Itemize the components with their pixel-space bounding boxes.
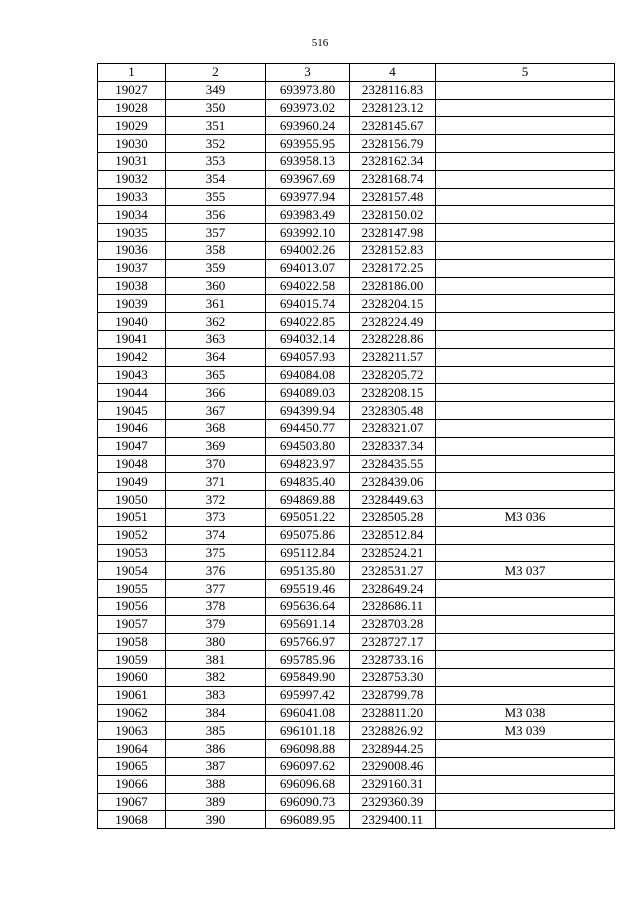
table-cell: 382 bbox=[166, 669, 266, 687]
table-cell: 368 bbox=[166, 419, 266, 437]
table-cell bbox=[436, 793, 615, 811]
table-cell: 19051 bbox=[98, 508, 166, 526]
table-cell: 694503.80 bbox=[266, 437, 350, 455]
table-cell: 2328944.25 bbox=[350, 740, 436, 758]
table-cell: 19054 bbox=[98, 562, 166, 580]
table-cell: 2328205.72 bbox=[350, 366, 436, 384]
table-row bbox=[98, 508, 615, 526]
table-cell: 352 bbox=[166, 135, 266, 153]
table-cell bbox=[436, 526, 615, 544]
table-cell: 695997.42 bbox=[266, 686, 350, 704]
table-cell: 696096.68 bbox=[266, 775, 350, 793]
table-cell: 695051.22 bbox=[266, 508, 350, 526]
table-cell bbox=[436, 241, 615, 259]
table-cell: 694057.93 bbox=[266, 348, 350, 366]
table-cell: 693960.24 bbox=[266, 117, 350, 135]
table-cell: 2328204.15 bbox=[350, 295, 436, 313]
table-cell: 693983.49 bbox=[266, 206, 350, 224]
table-cell: 2328186.00 bbox=[350, 277, 436, 295]
table-cell bbox=[436, 740, 615, 758]
table-cell: 349 bbox=[166, 81, 266, 99]
table-row bbox=[98, 224, 615, 242]
table-row bbox=[98, 544, 615, 562]
table-cell: 694022.58 bbox=[266, 277, 350, 295]
table-cell: 19028 bbox=[98, 99, 166, 117]
table-cell: 2328727.17 bbox=[350, 633, 436, 651]
table-cell: 374 bbox=[166, 526, 266, 544]
table-cell: 363 bbox=[166, 330, 266, 348]
table-row bbox=[98, 686, 615, 704]
table-cell bbox=[436, 437, 615, 455]
table-cell: 696089.95 bbox=[266, 811, 350, 829]
table-cell bbox=[436, 206, 615, 224]
table-cell: 694869.88 bbox=[266, 491, 350, 509]
table-cell: 694835.40 bbox=[266, 473, 350, 491]
table-cell: 19042 bbox=[98, 348, 166, 366]
table-body bbox=[98, 81, 615, 828]
table-cell: 378 bbox=[166, 597, 266, 615]
table-cell: 695075.86 bbox=[266, 526, 350, 544]
table-cell bbox=[436, 188, 615, 206]
table-cell: 19034 bbox=[98, 206, 166, 224]
table-row bbox=[98, 597, 615, 615]
table-cell: 19068 bbox=[98, 811, 166, 829]
table-row bbox=[98, 491, 615, 509]
table-cell bbox=[436, 686, 615, 704]
table-cell: 359 bbox=[166, 259, 266, 277]
table-cell: 19064 bbox=[98, 740, 166, 758]
table-cell: 19040 bbox=[98, 313, 166, 331]
table-cell: 356 bbox=[166, 206, 266, 224]
table-cell bbox=[436, 633, 615, 651]
table-row bbox=[98, 793, 615, 811]
table-cell bbox=[436, 259, 615, 277]
table-row bbox=[98, 455, 615, 473]
table-cell: 2328435.55 bbox=[350, 455, 436, 473]
table-cell bbox=[436, 544, 615, 562]
table-cell: 2328524.21 bbox=[350, 544, 436, 562]
table-cell: 695849.90 bbox=[266, 669, 350, 687]
column-header: 5 bbox=[436, 64, 615, 82]
table-cell: 694015.74 bbox=[266, 295, 350, 313]
table-cell: 19056 bbox=[98, 597, 166, 615]
table-cell: 2328156.79 bbox=[350, 135, 436, 153]
table-cell: 373 bbox=[166, 508, 266, 526]
table-cell: 2328157.48 bbox=[350, 188, 436, 206]
table-cell: 351 bbox=[166, 117, 266, 135]
table-cell: 380 bbox=[166, 633, 266, 651]
table-cell: 2328337.34 bbox=[350, 437, 436, 455]
table-cell: 2328649.24 bbox=[350, 580, 436, 598]
table-cell: 384 bbox=[166, 704, 266, 722]
table-cell: 353 bbox=[166, 152, 266, 170]
table-cell bbox=[436, 277, 615, 295]
table-cell bbox=[436, 81, 615, 99]
table-cell: 19057 bbox=[98, 615, 166, 633]
table-cell: 367 bbox=[166, 402, 266, 420]
table-row bbox=[98, 152, 615, 170]
table-cell: 377 bbox=[166, 580, 266, 598]
table-cell: 2328703.28 bbox=[350, 615, 436, 633]
table-cell: 2328123.12 bbox=[350, 99, 436, 117]
table-cell: 19053 bbox=[98, 544, 166, 562]
table-cell: 19055 bbox=[98, 580, 166, 598]
table-cell bbox=[436, 117, 615, 135]
table-row bbox=[98, 704, 615, 722]
table-cell: 2328439.06 bbox=[350, 473, 436, 491]
table-cell: 693955.95 bbox=[266, 135, 350, 153]
table-cell: 19044 bbox=[98, 384, 166, 402]
table-row bbox=[98, 419, 615, 437]
table-row bbox=[98, 384, 615, 402]
table-cell: 694089.03 bbox=[266, 384, 350, 402]
table-cell: 2329360.39 bbox=[350, 793, 436, 811]
table-cell bbox=[436, 473, 615, 491]
table-cell: 360 bbox=[166, 277, 266, 295]
table-cell: МЗ 039 bbox=[436, 722, 615, 740]
table-cell: 19032 bbox=[98, 170, 166, 188]
table-row bbox=[98, 313, 615, 331]
table-cell: 19029 bbox=[98, 117, 166, 135]
table-cell: 2329400.11 bbox=[350, 811, 436, 829]
table-cell: 2328116.83 bbox=[350, 81, 436, 99]
table-cell: 2328150.02 bbox=[350, 206, 436, 224]
table-row bbox=[98, 740, 615, 758]
table-cell bbox=[436, 615, 615, 633]
table-cell: 694032.14 bbox=[266, 330, 350, 348]
table-cell: 693973.02 bbox=[266, 99, 350, 117]
table-cell bbox=[436, 348, 615, 366]
table-cell: 2328531.27 bbox=[350, 562, 436, 580]
table-cell: 2328321.07 bbox=[350, 419, 436, 437]
table-cell: 358 bbox=[166, 241, 266, 259]
table-cell bbox=[436, 669, 615, 687]
table-cell: 2328172.25 bbox=[350, 259, 436, 277]
table-cell: 383 bbox=[166, 686, 266, 704]
table-row bbox=[98, 580, 615, 598]
table-cell: 694450.77 bbox=[266, 419, 350, 437]
table-cell: 19060 bbox=[98, 669, 166, 687]
table-cell: 19030 bbox=[98, 135, 166, 153]
table-row bbox=[98, 437, 615, 455]
table-cell bbox=[436, 295, 615, 313]
table-cell: 694399.94 bbox=[266, 402, 350, 420]
table-cell: 364 bbox=[166, 348, 266, 366]
table-row bbox=[98, 99, 615, 117]
table-row bbox=[98, 775, 615, 793]
table-row bbox=[98, 633, 615, 651]
table-cell bbox=[436, 651, 615, 669]
table-cell: 2328686.11 bbox=[350, 597, 436, 615]
table-cell bbox=[436, 597, 615, 615]
table-cell: 2328512.84 bbox=[350, 526, 436, 544]
table-row bbox=[98, 473, 615, 491]
table-row bbox=[98, 562, 615, 580]
table-cell: 693992.10 bbox=[266, 224, 350, 242]
table-cell: 2328152.83 bbox=[350, 241, 436, 259]
table-row bbox=[98, 330, 615, 348]
table-cell: 695766.97 bbox=[266, 633, 350, 651]
table-row bbox=[98, 241, 615, 259]
table-cell bbox=[436, 330, 615, 348]
table-cell: 19048 bbox=[98, 455, 166, 473]
table-cell: 19059 bbox=[98, 651, 166, 669]
table-cell: 693967.69 bbox=[266, 170, 350, 188]
table-cell: 2328826.92 bbox=[350, 722, 436, 740]
table-cell bbox=[436, 775, 615, 793]
table-cell bbox=[436, 152, 615, 170]
table-cell: 19049 bbox=[98, 473, 166, 491]
table-cell bbox=[436, 366, 615, 384]
table-row bbox=[98, 259, 615, 277]
table-cell: 366 bbox=[166, 384, 266, 402]
table-row bbox=[98, 206, 615, 224]
table-cell: 19039 bbox=[98, 295, 166, 313]
table-cell: 19037 bbox=[98, 259, 166, 277]
table-cell: 369 bbox=[166, 437, 266, 455]
table-cell: 696041.08 bbox=[266, 704, 350, 722]
table-cell: 357 bbox=[166, 224, 266, 242]
column-header: 4 bbox=[350, 64, 436, 82]
table-cell: 695519.46 bbox=[266, 580, 350, 598]
table-cell: 693958.13 bbox=[266, 152, 350, 170]
table-cell: 19061 bbox=[98, 686, 166, 704]
table-cell: 19046 bbox=[98, 419, 166, 437]
table-cell: 2328211.57 bbox=[350, 348, 436, 366]
table-cell: 2328228.86 bbox=[350, 330, 436, 348]
table-cell: 19052 bbox=[98, 526, 166, 544]
table-row bbox=[98, 402, 615, 420]
table-row bbox=[98, 188, 615, 206]
table-cell: 385 bbox=[166, 722, 266, 740]
table-cell bbox=[436, 491, 615, 509]
table-cell: 19058 bbox=[98, 633, 166, 651]
table-cell: 19035 bbox=[98, 224, 166, 242]
table-cell: 388 bbox=[166, 775, 266, 793]
table-cell: 19067 bbox=[98, 793, 166, 811]
table-cell: 371 bbox=[166, 473, 266, 491]
column-header: 1 bbox=[98, 64, 166, 82]
table-row bbox=[98, 811, 615, 829]
table-cell: 2328145.67 bbox=[350, 117, 436, 135]
table-cell: 376 bbox=[166, 562, 266, 580]
table-cell: 2328305.48 bbox=[350, 402, 436, 420]
table-cell: 370 bbox=[166, 455, 266, 473]
table-row bbox=[98, 722, 615, 740]
table-cell: 390 bbox=[166, 811, 266, 829]
table-cell: 694022.85 bbox=[266, 313, 350, 331]
page-number: 516 bbox=[311, 37, 329, 49]
table-row bbox=[98, 135, 615, 153]
table-cell bbox=[436, 313, 615, 331]
table-cell: 387 bbox=[166, 758, 266, 776]
table-row bbox=[98, 277, 615, 295]
table-cell: 350 bbox=[166, 99, 266, 117]
table-row bbox=[98, 669, 615, 687]
table-cell: 19038 bbox=[98, 277, 166, 295]
table-cell: 354 bbox=[166, 170, 266, 188]
table-cell: 2328208.15 bbox=[350, 384, 436, 402]
table-cell: МЗ 036 bbox=[436, 508, 615, 526]
table-cell: 19045 bbox=[98, 402, 166, 420]
table-cell: 694002.26 bbox=[266, 241, 350, 259]
table-cell: МЗ 038 bbox=[436, 704, 615, 722]
table-cell: 372 bbox=[166, 491, 266, 509]
table-row bbox=[98, 758, 615, 776]
table-cell bbox=[436, 580, 615, 598]
table-cell: 696098.88 bbox=[266, 740, 350, 758]
table-cell: 355 bbox=[166, 188, 266, 206]
table-row bbox=[98, 366, 615, 384]
table-cell: 19043 bbox=[98, 366, 166, 384]
table-cell: 389 bbox=[166, 793, 266, 811]
table-cell bbox=[436, 455, 615, 473]
table-cell: 2328505.28 bbox=[350, 508, 436, 526]
table-cell: 2328811.20 bbox=[350, 704, 436, 722]
table-cell: 2328168.74 bbox=[350, 170, 436, 188]
table-cell: 2328162.34 bbox=[350, 152, 436, 170]
column-header: 2 bbox=[166, 64, 266, 82]
table-cell bbox=[436, 384, 615, 402]
table-cell: 19031 bbox=[98, 152, 166, 170]
table-cell: 2329008.46 bbox=[350, 758, 436, 776]
table-row bbox=[98, 526, 615, 544]
table-cell: 365 bbox=[166, 366, 266, 384]
table-cell: 2328733.16 bbox=[350, 651, 436, 669]
table-cell: 2328224.49 bbox=[350, 313, 436, 331]
table-cell: 361 bbox=[166, 295, 266, 313]
table-cell bbox=[436, 99, 615, 117]
table-cell: 695135.80 bbox=[266, 562, 350, 580]
table-cell bbox=[436, 419, 615, 437]
table-cell: 695636.64 bbox=[266, 597, 350, 615]
table-cell bbox=[436, 758, 615, 776]
table-cell: 19027 bbox=[98, 81, 166, 99]
table-cell: 19047 bbox=[98, 437, 166, 455]
table-cell: МЗ 037 bbox=[436, 562, 615, 580]
table-row bbox=[98, 615, 615, 633]
table-cell bbox=[436, 811, 615, 829]
table-cell: 19065 bbox=[98, 758, 166, 776]
table-cell: 19050 bbox=[98, 491, 166, 509]
table-cell: 693973.80 bbox=[266, 81, 350, 99]
table-cell bbox=[436, 170, 615, 188]
table-cell: 362 bbox=[166, 313, 266, 331]
table-row bbox=[98, 651, 615, 669]
table-cell: 19063 bbox=[98, 722, 166, 740]
column-header: 3 bbox=[266, 64, 350, 82]
table-cell: 381 bbox=[166, 651, 266, 669]
table-cell: 694084.08 bbox=[266, 366, 350, 384]
table-cell bbox=[436, 135, 615, 153]
table-row bbox=[98, 117, 615, 135]
table-cell: 19033 bbox=[98, 188, 166, 206]
table-cell: 19036 bbox=[98, 241, 166, 259]
table-cell: 694013.07 bbox=[266, 259, 350, 277]
table-cell: 696097.62 bbox=[266, 758, 350, 776]
table-row bbox=[98, 170, 615, 188]
table-cell: 695112.84 bbox=[266, 544, 350, 562]
table-cell bbox=[436, 224, 615, 242]
table-row bbox=[98, 348, 615, 366]
table-cell: 2328799.78 bbox=[350, 686, 436, 704]
table-cell: 696090.73 bbox=[266, 793, 350, 811]
table-cell: 2328753.30 bbox=[350, 669, 436, 687]
header-row bbox=[98, 64, 615, 82]
table-cell: 2329160.31 bbox=[350, 775, 436, 793]
table-cell: 19041 bbox=[98, 330, 166, 348]
table-cell: 2328147.98 bbox=[350, 224, 436, 242]
table-cell: 695785.96 bbox=[266, 651, 350, 669]
table-cell: 694823.97 bbox=[266, 455, 350, 473]
table-cell: 695691.14 bbox=[266, 615, 350, 633]
table-cell: 386 bbox=[166, 740, 266, 758]
table-cell: 19062 bbox=[98, 704, 166, 722]
table-cell: 19066 bbox=[98, 775, 166, 793]
table-row bbox=[98, 81, 615, 99]
table-cell: 693977.94 bbox=[266, 188, 350, 206]
coordinates-table bbox=[97, 63, 615, 829]
table-cell: 375 bbox=[166, 544, 266, 562]
table-cell: 2328449.63 bbox=[350, 491, 436, 509]
table-cell: 696101.18 bbox=[266, 722, 350, 740]
table-cell bbox=[436, 402, 615, 420]
table-row bbox=[98, 295, 615, 313]
table-cell: 379 bbox=[166, 615, 266, 633]
